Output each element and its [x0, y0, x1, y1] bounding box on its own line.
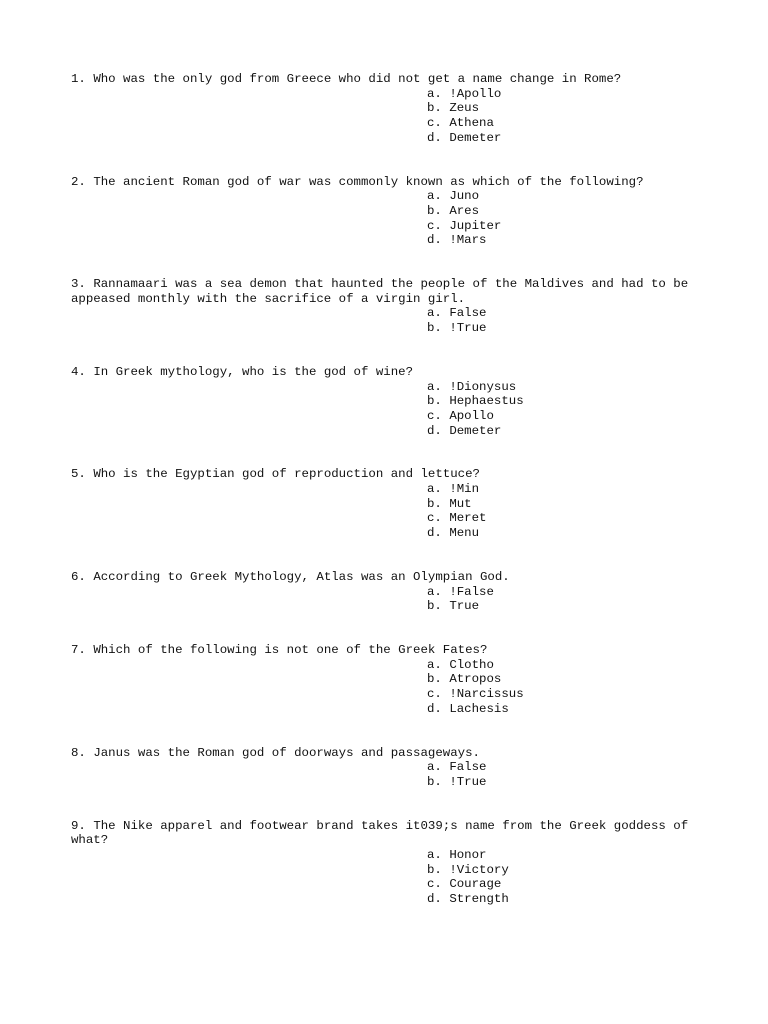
question-text [71, 570, 711, 585]
answer-options [71, 760, 711, 789]
option-letter: a. [427, 482, 442, 497]
option-letter: b. [427, 321, 442, 336]
option-text: Honor [449, 848, 487, 863]
question-text [71, 277, 711, 306]
answer-option [427, 585, 711, 600]
question-3 [71, 277, 711, 336]
question-text [71, 72, 711, 87]
option-text: False [449, 306, 487, 321]
option-text: !False [449, 584, 494, 599]
question-8 [71, 746, 711, 790]
option-letter: a. [427, 379, 442, 394]
question-number: 7. [71, 642, 86, 657]
answer-options [71, 585, 711, 614]
option-letter: a. [427, 584, 442, 599]
question-text [71, 467, 711, 482]
answer-options [71, 189, 711, 248]
option-letter: a. [427, 760, 442, 775]
option-text: !Mars [449, 233, 487, 248]
question-9 [71, 819, 711, 907]
quiz-document [71, 72, 711, 907]
question-2 [71, 175, 711, 249]
answer-options [71, 87, 711, 146]
answer-option [427, 892, 711, 907]
question-prompt: According to Greek Mythology, Atlas was an Olympian God. [93, 569, 510, 584]
option-text: Courage [449, 877, 502, 892]
option-text: Demeter [449, 130, 502, 145]
option-text: Athena [449, 116, 494, 131]
question-number: 9. [71, 818, 86, 833]
option-letter: d. [427, 892, 442, 907]
question-text [71, 819, 711, 848]
question-4 [71, 365, 711, 439]
answer-option [427, 775, 711, 790]
question-number: 6. [71, 569, 86, 584]
answer-option [427, 863, 711, 878]
answer-option [427, 101, 711, 116]
answer-option [427, 87, 711, 102]
option-text: Demeter [449, 423, 502, 438]
option-text: Mut [449, 496, 472, 511]
option-letter: c. [427, 218, 442, 233]
answer-option [427, 380, 711, 395]
option-text: !True [449, 774, 487, 789]
option-text: !True [449, 321, 487, 336]
answer-option [427, 233, 711, 248]
option-letter: d. [427, 423, 442, 438]
question-number: 8. [71, 745, 86, 760]
answer-option [427, 131, 711, 146]
option-letter: b. [427, 774, 442, 789]
answer-option [427, 672, 711, 687]
option-text: Clotho [449, 657, 494, 672]
question-prompt: The Nike apparel and footwear brand takes it039;s name from the Greek goddess of what? [71, 818, 689, 848]
option-text: !Victory [449, 862, 509, 877]
answer-option [427, 526, 711, 541]
answer-option [427, 702, 711, 717]
question-text [71, 175, 711, 190]
option-text: True [449, 599, 480, 614]
option-letter: c. [427, 511, 442, 526]
answer-option [427, 497, 711, 512]
question-text [71, 746, 711, 761]
option-letter: a. [427, 657, 442, 672]
question-number: 1. [71, 72, 86, 86]
question-prompt: Rannamaari was a sea demon that haunted the people of the Maldives and had to be appeased monthly with the sacrifice of a virgin girl. [71, 277, 689, 306]
option-text: Zeus [449, 101, 480, 116]
option-text: !Dionysus [449, 379, 517, 394]
answer-option [427, 599, 711, 614]
question-prompt: Which of the following is not one of the Greek Fates? [93, 642, 488, 657]
option-letter: a. [427, 189, 442, 204]
option-letter: b. [427, 394, 442, 409]
option-text: Ares [449, 203, 480, 218]
question-prompt: Who is the Egyptian god of reproduction and lettuce? [93, 467, 480, 482]
answer-option [427, 658, 711, 673]
option-letter: d. [427, 526, 442, 541]
option-text: False [449, 760, 487, 775]
question-number: 5. [71, 467, 86, 482]
option-text: Jupiter [449, 218, 502, 233]
option-letter: d. [427, 130, 442, 145]
answer-option [427, 306, 711, 321]
answer-option [427, 877, 711, 892]
answer-option [427, 848, 711, 863]
option-text: Apollo [449, 408, 494, 423]
option-letter: b. [427, 203, 442, 218]
question-prompt: In Greek mythology, who is the god of wine? [93, 364, 414, 379]
option-letter: b. [427, 101, 442, 116]
question-prompt: Janus was the Roman god of doorways and passageways. [93, 745, 480, 760]
answer-options [71, 848, 711, 907]
option-letter: c. [427, 687, 442, 702]
option-letter: b. [427, 672, 442, 687]
question-6 [71, 570, 711, 614]
question-number: 2. [71, 174, 86, 189]
answer-option [427, 204, 711, 219]
question-number: 3. [71, 277, 86, 292]
question-7 [71, 643, 711, 717]
option-text: Atropos [449, 672, 502, 687]
option-text: Strength [449, 892, 509, 907]
answer-option [427, 321, 711, 336]
option-text: Menu [449, 526, 480, 541]
answer-option [427, 409, 711, 424]
answer-option [427, 394, 711, 409]
question-text [71, 643, 711, 658]
answer-options [71, 658, 711, 717]
option-letter: b. [427, 599, 442, 614]
option-letter: c. [427, 877, 442, 892]
question-number: 4. [71, 364, 86, 379]
option-letter: b. [427, 496, 442, 511]
option-letter: a. [427, 86, 442, 101]
answer-options [71, 306, 711, 335]
option-text: !Narcissus [449, 687, 524, 702]
option-text: Lachesis [449, 701, 509, 716]
option-text: Hephaestus [449, 394, 524, 409]
answer-option [427, 687, 711, 702]
option-text: !Apollo [449, 86, 502, 101]
option-letter: d. [427, 701, 442, 716]
option-text: Juno [449, 189, 480, 204]
option-letter: b. [427, 862, 442, 877]
question-prompt: The ancient Roman god of war was commonly known as which of the following? [93, 174, 644, 189]
option-letter: c. [427, 408, 442, 423]
question-5 [71, 467, 711, 541]
answer-option [427, 219, 711, 234]
answer-option [427, 482, 711, 497]
option-letter: d. [427, 233, 442, 248]
answer-options [71, 380, 711, 439]
option-text: !Min [449, 482, 480, 497]
option-letter: c. [427, 116, 442, 131]
answer-option [427, 189, 711, 204]
answer-option [427, 760, 711, 775]
question-text [71, 365, 711, 380]
answer-options [71, 482, 711, 541]
answer-option [427, 116, 711, 131]
question-1 [71, 72, 711, 146]
option-letter: a. [427, 306, 442, 321]
question-prompt: Who was the only god from Greece who did not get a name change in Rome? [93, 72, 622, 86]
answer-option [427, 511, 711, 526]
option-letter: a. [427, 848, 442, 863]
answer-option [427, 424, 711, 439]
option-text: Meret [449, 511, 487, 526]
